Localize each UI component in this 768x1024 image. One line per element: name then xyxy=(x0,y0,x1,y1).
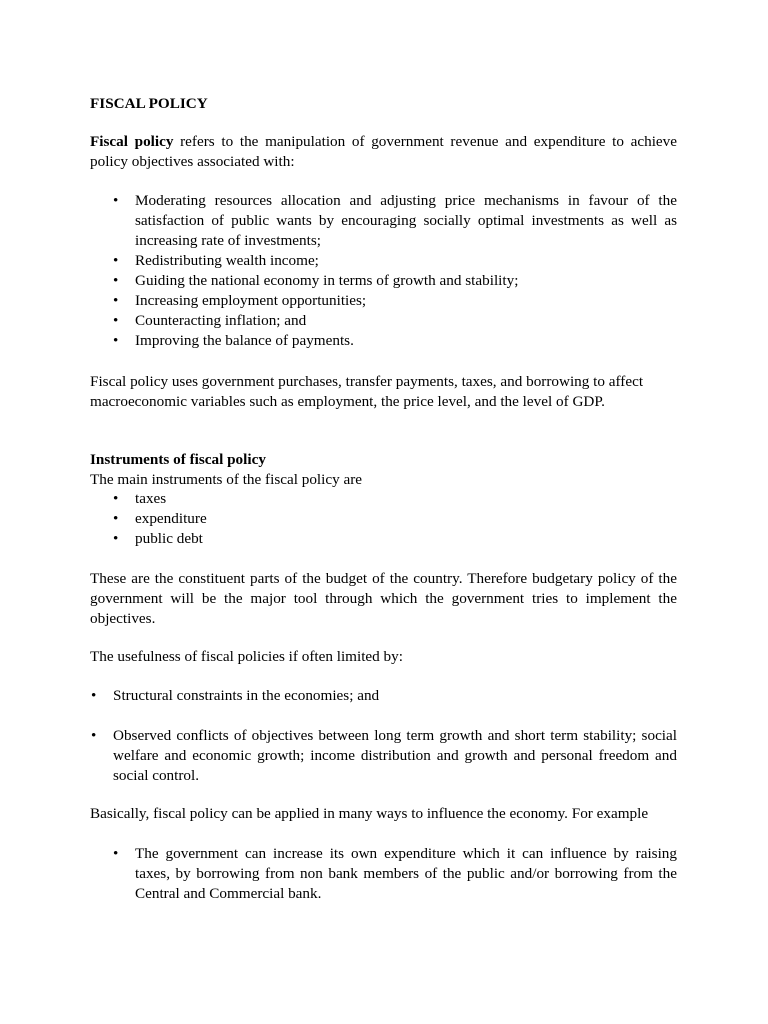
list-item: • Observed conflicts of objectives between long term growth and short term stability; social welfare and economic growth; income distribution and growth and personal freedom and social control. xyxy=(91,727,677,784)
objectives-list xyxy=(90,191,677,351)
bullet-icon: • xyxy=(113,292,119,309)
list-item: • Redistributing wealth income; xyxy=(113,252,319,269)
bullet-icon: • xyxy=(91,687,97,704)
bullet-icon: • xyxy=(113,192,119,209)
list-item: • expenditure xyxy=(113,510,207,527)
list-item: • The government can increase its own expenditure which it can influence by raising taxes, by borrowing from non bank members of the public and/or borrowing from the Central and Commercial bank. xyxy=(113,845,677,902)
list-item: • Improving the balance of payments. xyxy=(113,332,354,349)
instruments-intro: The main instruments of the fiscal policy are xyxy=(90,471,363,488)
bullet-icon: • xyxy=(113,272,119,289)
example-intro: Basically, fiscal policy can be applied in many ways to influence the economy. For example xyxy=(90,805,649,822)
bullet-icon: • xyxy=(113,490,119,507)
list-item: • Counteracting inflation; and xyxy=(113,312,307,329)
list-item: • Increasing employment opportunities; xyxy=(113,292,367,309)
intro-term: Fiscal policy xyxy=(90,133,174,150)
usage-paragraph: Fiscal policy uses government purchases, transfer payments, taxes, and borrowing to affect macroeconomic variables such as employment, the price level, and the level of GDP. xyxy=(90,373,644,410)
bullet-icon: • xyxy=(113,252,119,269)
bullet-icon: • xyxy=(113,845,119,862)
intro-paragraph xyxy=(90,132,677,172)
instruments-section xyxy=(90,450,677,490)
limits-list xyxy=(90,686,677,786)
list-item: • taxes xyxy=(113,490,167,507)
section-heading: Instruments of fiscal policy xyxy=(90,451,266,468)
list-item: • Guiding the national economy in terms of growth and stability; xyxy=(113,272,519,289)
bullet-icon: • xyxy=(113,510,119,527)
bullet-icon: • xyxy=(113,312,119,329)
example-list xyxy=(90,844,677,904)
bullet-icon: • xyxy=(113,332,119,349)
page-title: FISCAL POLICY xyxy=(90,95,208,112)
list-item: • Moderating resources allocation and adjusting price mechanisms in favour of the satisfaction of public wants by encouraging socially optimal investments as well as increasing rate of investments; xyxy=(113,192,677,249)
budget-paragraph: These are the constituent parts of the budget of the country. Therefore budgetary policy of the government will be the major tool through which the government tries to implement the objectives. xyxy=(90,570,677,627)
bullet-icon: • xyxy=(113,530,119,547)
list-spacer xyxy=(90,706,677,726)
list-item: • public debt xyxy=(113,530,203,547)
instruments-list xyxy=(90,489,677,549)
list-item: • Structural constraints in the economies; and xyxy=(91,687,380,704)
bullet-icon: • xyxy=(91,727,97,744)
intro-text: refers to the manipulation of government revenue and expenditure to achieve policy objectives associated with: xyxy=(90,133,677,170)
limits-intro: The usefulness of fiscal policies if often limited by: xyxy=(90,648,403,665)
